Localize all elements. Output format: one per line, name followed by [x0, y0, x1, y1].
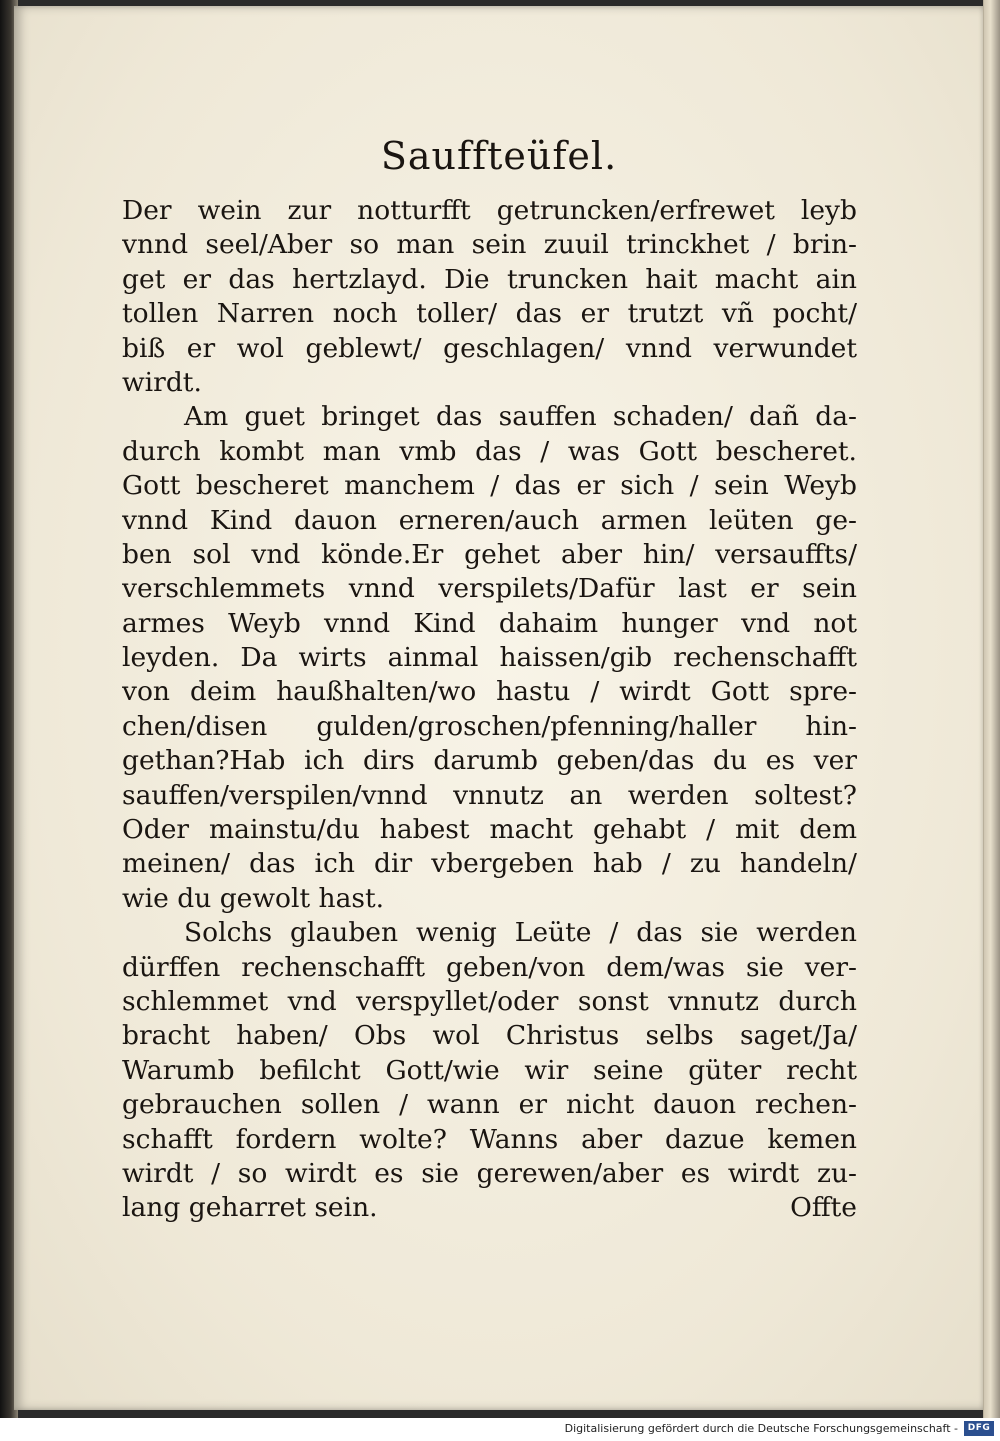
text-line: vnnd Kind dauon erneren/auch armen leüten ge-: [122, 504, 857, 536]
book-page: [14, 6, 984, 1410]
text-line: chen/disen gulden/groschen/pfenning/haller hin-: [122, 710, 857, 742]
text-block: [122, 194, 857, 1226]
text-line: dürffen rechenschafft geben/von dem/was sie ver-: [122, 951, 857, 983]
text-line: leyden. Da wirts ainmal haissen/gib rechenschafft: [122, 642, 857, 674]
text-line: Der wein zur notturfft getruncken/erfrewet leyb: [122, 195, 857, 226]
text-line: biß er wol geblewt/ geschlagen/ vnnd verwundet: [122, 332, 857, 364]
text-line: gethan?Hab ich dirs darumb geben/das du es ver: [122, 745, 857, 777]
text-line: armes Weyb vnnd Kind dahaim hunger vnd not: [122, 607, 857, 639]
text-line: get er das hertzlayd. Die truncken hait macht ain: [122, 263, 857, 295]
footer-credit: Digitalisierung gefördert durch die Deutsche Forschungsgemeinschaft -: [564, 1422, 958, 1435]
catchword: Offte: [790, 1192, 857, 1224]
running-head: Sauffteüfel.: [380, 134, 618, 178]
text-line: tollen Narren noch toller/ das er trutzt vñ pocht/: [122, 298, 857, 330]
last-line-row: [122, 1191, 857, 1225]
footer-bar: [0, 1418, 1000, 1441]
text-line: wirdt / so wirdt es sie gerewen/aber es wirdt zu-: [122, 1157, 857, 1189]
last-line: lang geharret sein.: [122, 1192, 378, 1224]
text-line: bracht haben/ Obs wol Christus selbs saget/Ja/: [122, 1020, 857, 1052]
text-line: vnnd seel/Aber so man sein zuuil trinckhet / brin-: [122, 229, 857, 261]
page-edge: [983, 0, 1000, 1418]
text-line: wie du gewolt hast.: [122, 882, 385, 914]
text-line: meinen/ das ich dir vbergeben hab / zu handeln/: [122, 848, 857, 880]
text-line: sauffen/verspilen/vnnd vnnutz an werden soltest?: [122, 779, 857, 811]
text-line: Oder mainstu/du habest macht gehabt / mit dem: [122, 814, 857, 846]
text-line: schafft fordern wolte? Wanns aber dazue kemen: [122, 1123, 857, 1155]
text-line: wirdt.: [122, 366, 202, 398]
text-line: Solchs glauben wenig Leüte / das sie werden: [184, 917, 857, 949]
text-line: gebrauchen sollen / wann er nicht dauon rechen-: [122, 1089, 857, 1121]
text-line: verschlemmets vnnd verspilets/Dafür last er sein: [122, 573, 857, 605]
text-line: Warumb befilcht Gott/wie wir seine güter recht: [122, 1054, 857, 1086]
text-line: ben sol vnd könde.Er gehet aber hin/ versauffts/: [122, 538, 857, 570]
text-line: durch kombt man vmb das / was Gott bescheret.: [122, 435, 857, 467]
text-line: von deim haußhalten/wo hastu / wirdt Gott spre-: [122, 676, 857, 708]
text-line: Gott bescheret manchem / das er sich / sein Weyb: [122, 470, 857, 502]
text-line: Am guet bringet das sauffen schaden/ dañ da-: [184, 401, 857, 433]
text-line: schlemmet vnd verspyllet/oder sonst vnnutz durch: [122, 985, 857, 1017]
dfg-logo-icon: DFG: [964, 1421, 994, 1436]
